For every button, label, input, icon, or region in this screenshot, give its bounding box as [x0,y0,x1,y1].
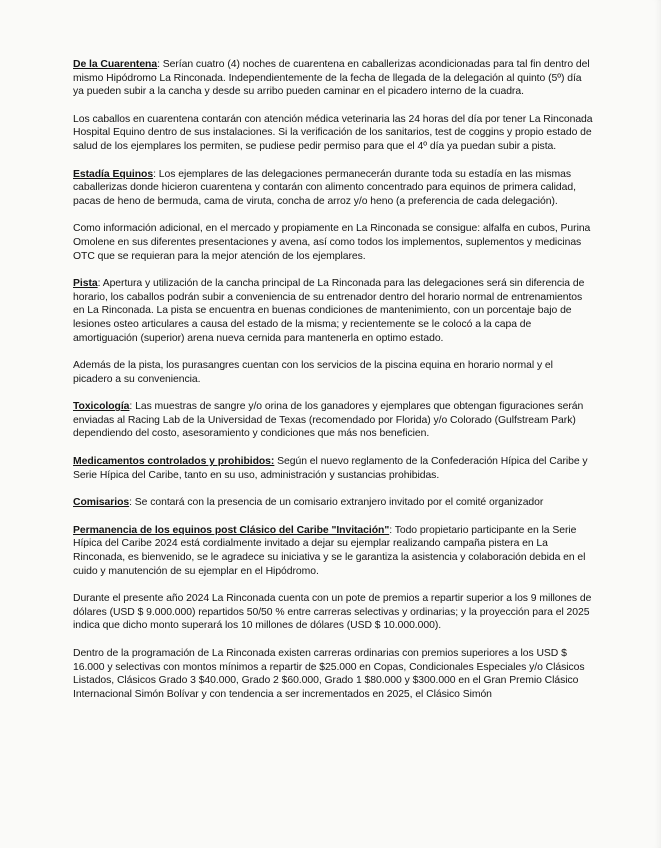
paragraph-programacion [73,647,593,701]
heading-toxicologia: Toxicología [73,401,130,413]
paragraph-text: Durante el presente año 2024 La Rinconada cuenta con un pote de premios a repartir superior a los 9 millones de dólares (USD $ 9.000.000) repartidos 50/50 % entre carreras selectivas y ordinarias; y la proyección para el 2025 indica que dicho monto superará los 10 millones de dólares (USD $ 10.000.000). [73,593,592,632]
paragraph-informacion-adicional [73,222,593,263]
heading-permanencia: Permanencia de los equinos post Clásico del Caribe "Invitación" [73,524,390,536]
heading-pista: Pista [73,278,98,290]
separator: : [157,59,163,70]
document-body [73,58,593,715]
heading-comisarios: Comisarios [73,497,130,509]
paragraph-text: Como información adicional, en el mercado y propiamente en La Rinconada se consigue: alfalfa en cubos, Purina Omolene en sus diferentes presentaciones y avena, así como todos los implementos, suplementos y medicinas OTC que se requieran para la mejor atención de los ejemplares. [73,223,591,262]
heading-cuarentena: De la Cuarentena [73,59,158,70]
heading-estadia-equinos: Estadía Equinos [73,168,154,180]
paragraph-cuarentena [73,58,593,99]
paragraph-text: Todo propietario participante en la Serie Hípica del Caribe 2024 está cordialmente invitado a dejar su ejemplar realizando campaña pistera en La Rinconada, es bienvenido, se le agradece su iniciativa y se le garantiza la asistencia y colaboración debida en el cuido y manutención de su ejemplar en el Hipódromo. [73,524,586,577]
separator: : [129,497,135,509]
paragraph-estadia [73,168,593,209]
separator: : [129,401,136,413]
paragraph-atencion-medica [73,113,593,154]
paragraph-text: Las muestras de sangre y/o orina de los ganadores y ejemplares que obtengan figuraciones serán enviadas al Racing Lab de la Universidad de Texas (recomendado por Florida) y/o Colorado (Gulfstream Park) dependiendo del costo, asesoramiento y condiciones que más nos beneficien. [73,401,584,440]
paragraph-pista [73,277,593,345]
separator: : [153,168,159,180]
paragraph-text: Según el nuevo reglamento de la Confederación Hípica del Caribe y Serie Hípica del Caribe, tanto en su uso, administración y sustancias prohibidas. [73,456,588,481]
paragraph-text: Se contará con la presencia de un comisario extranjero invitado por el comité organizador [134,497,544,509]
paragraph-pote-premios [73,592,593,633]
paragraph-text: Además de la pista, los purasangres cuentan con los servicios de la piscina equina en horario normal y el picadero a su conveniencia. [73,360,553,385]
separator: : [97,278,103,290]
paragraph-text: Dentro de la programación de La Rinconada existen carreras ordinarias con premios superiores a los USD $ 16.000 y selectivas con montos mínimos a repartir de $25.000 en Copas, Condicionales Especiales y/o Clásicos Listados, Clásicos Grado 3 $40.000, Grado 2 $60.000, Grado 1 $80.000 y $300.000 en el Gran Premio Clásico Internacional Simón Bolívar y con tendencia a ser incrementados en 2025, el Clásico Simón [73,648,585,700]
separator: : [389,524,395,536]
paragraph-text: Apertura y utilización de la cancha principal de La Rinconada para las delegaciones será sin diferencia de horario, los caballos podrán subir a conveniencia de su entrenador dentro del horario normal de entrenamientos en La Rinconada. La pista se encuentra en buenas condiciones de mantenimiento, con un porcentaje bajo de lesiones osteo articulares a causa del estado de la misma; y recientemente se le colocó a la capa de amortiguación (superior) arena nueva cernida para mantenerla en optimo estado. [73,278,585,344]
paragraph-text: Serían cuatro (4) noches de cuarentena en caballerizas acondicionadas para tal fin dentro del mismo Hipódromo La Rinconada. Independientemente de la fecha de llegada de la delegación al quinto (5º) día ya pueden subir a la cancha y desde su arribo pueden caminar en el picadero interno de la cuadra. [73,59,590,98]
paragraph-toxicologia [73,400,593,441]
paragraph-comisarios [73,496,593,510]
paragraph-text: Los caballos en cuarentena contarán con atención médica veterinaria las 24 horas del día por tener La Rinconada Hospital Equino dentro de sus instalaciones. Si la verificación de los sanitarios, test de coggins y propio estado de salud de los ejemplares los permiten, se pudiese pedir permiso para que el 4º día ya puedan subir a pista. [73,113,593,152]
paragraph-permanencia [73,524,593,578]
paragraph-text: Los ejemplares de las delegaciones permanecerán durante toda su estadía en las mismas caballerizas donde hicieron cuarentena y contarán con alimento concentrado para equinos de primera calidad, pacas de heno de bermuda, cama de viruta, concha de arroz y/o heno (a preferencia de cada delegación). [73,168,576,207]
heading-medicamentos: Medicamentos controlados y prohibidos: [73,456,275,468]
paragraph-medicamentos [73,455,593,482]
paragraph-piscina [73,359,593,386]
